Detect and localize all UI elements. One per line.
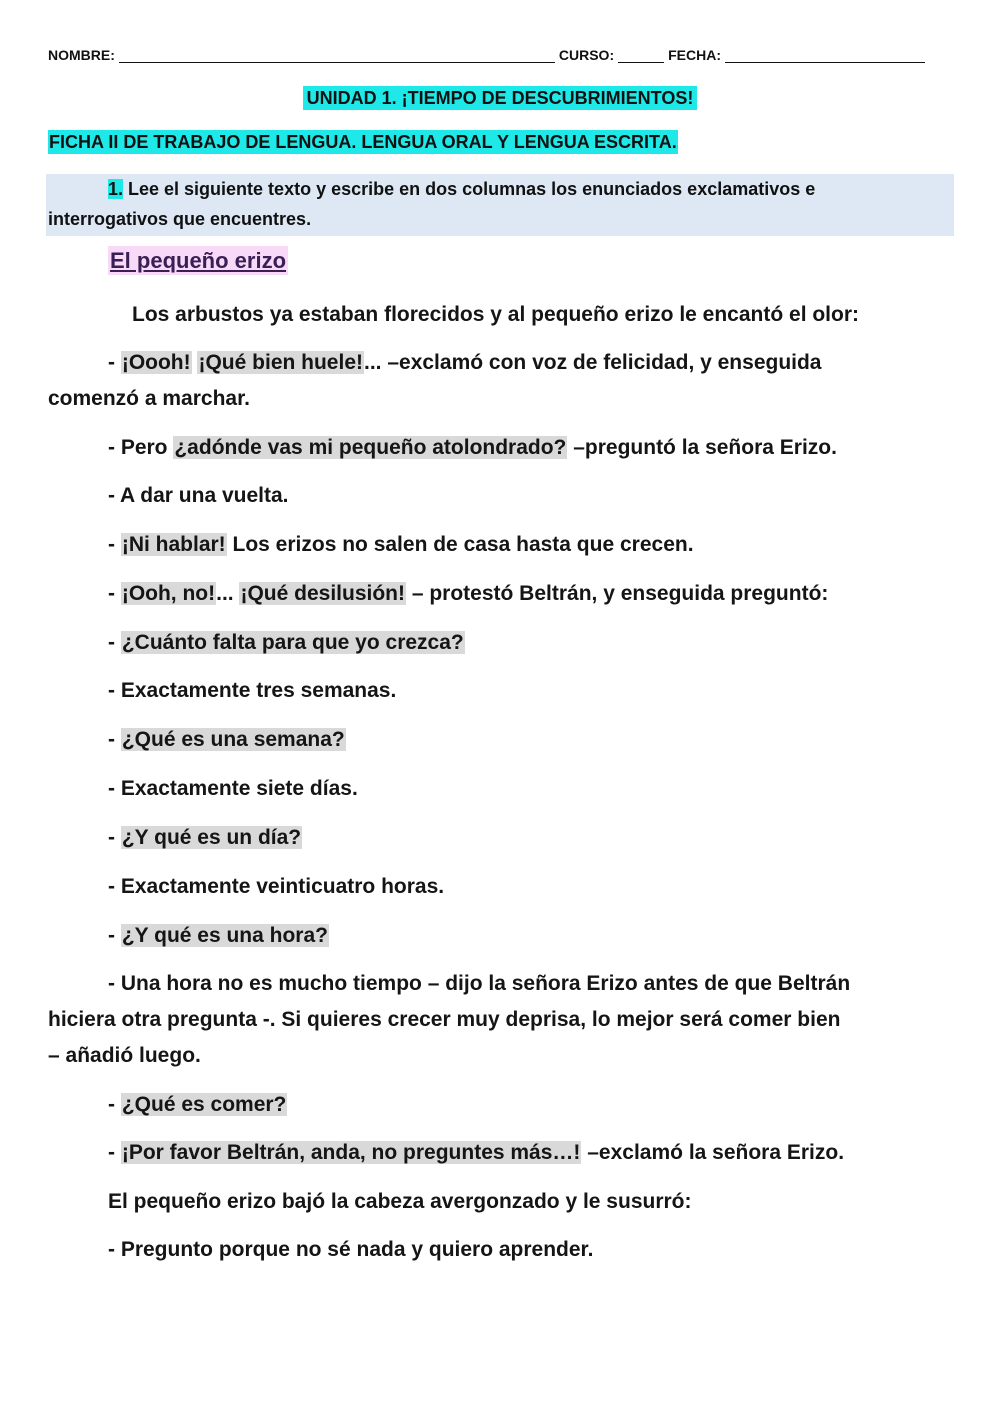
interrogative-highlight: ¿adónde vas mi pequeño atolondrado?: [174, 436, 567, 459]
interrogative-highlight: ¿Y qué es una hora?: [121, 924, 328, 947]
story-paragraph-8: - ¿Qué es una semana?: [108, 728, 345, 751]
instruction-text-line1: Lee el siguiente texto y escribe en dos columnas los enunciados exclamativos e: [123, 179, 816, 199]
interrogative-highlight: ¿Y qué es un día?: [121, 826, 302, 849]
interrogative-highlight: ¿Qué es comer?: [121, 1093, 287, 1116]
unit-title: UNIDAD 1. ¡TIEMPO DE DESCUBRIMIENTOS!: [0, 88, 1000, 109]
exclamative-highlight: ¡Ooh, no!: [121, 582, 216, 605]
story-paragraph-14: - ¿Qué es comer?: [108, 1093, 287, 1116]
instruction-text-line2: interrogativos que encuentres.: [48, 209, 312, 229]
story-paragraph-6: - ¿Cuánto falta para que yo crezca?: [108, 631, 464, 654]
nombre-label: NOMBRE:: [48, 47, 115, 63]
exclamative-highlight: ¡Oooh!: [121, 351, 191, 374]
story-paragraph-15: - ¡Por favor Beltrán, anda, no preguntes más…! –exclamó la señora Erizo.: [108, 1141, 845, 1164]
exclamative-highlight: ¡Por favor Beltrán, anda, no preguntes más…!: [121, 1141, 581, 1164]
story-paragraph-1: - ¡Oooh! ¡Qué bien huele!... –exclamó con voz de felicidad, y enseguida comenzó a marchar.: [48, 351, 822, 410]
exercise-number: 1.: [108, 179, 124, 199]
story-paragraph-4: - ¡Ni hablar! Los erizos no salen de casa hasta que crecen.: [108, 533, 694, 556]
interrogative-highlight: ¿Cuánto falta para que yo crezca?: [121, 631, 464, 654]
story-paragraph-5: - ¡Ooh, no!... ¡Qué desilusión! – protestó Beltrán, y enseguida preguntó:: [108, 582, 829, 605]
story-paragraph-10: - ¿Y qué es un día?: [108, 826, 302, 849]
student-info-line: [48, 47, 948, 63]
interrogative-highlight: ¿Qué es una semana?: [121, 728, 345, 751]
story-title: El pequeño erizo: [110, 248, 287, 273]
story-paragraph-2: - Pero ¿adónde vas mi pequeño atolondrado? –preguntó la señora Erizo.: [108, 436, 837, 459]
story-paragraph-12: - ¿Y qué es una hora?: [108, 924, 328, 947]
exclamative-highlight: ¡Ni hablar!: [121, 533, 226, 556]
story-paragraph-11: - Exactamente veinticuatro horas.: [108, 875, 445, 898]
story-paragraph-9: - Exactamente siete días.: [108, 777, 358, 800]
curso-label: CURSO:: [558, 47, 615, 63]
exclamative-highlight: ¡Qué desilusión!: [240, 582, 405, 605]
fecha-field[interactable]: [725, 48, 925, 63]
exercise-instruction: [46, 174, 954, 236]
story-paragraph-3: - A dar una vuelta.: [108, 484, 289, 507]
story-paragraph-7: - Exactamente tres semanas.: [108, 679, 397, 702]
curso-field[interactable]: [618, 48, 664, 63]
story-paragraph-17: - Pregunto porque no sé nada y quiero aprender.: [108, 1238, 594, 1261]
fecha-label: FECHA:: [668, 47, 722, 63]
exclamative-highlight: ¡Qué bien huele!: [198, 351, 363, 374]
story-paragraph-16: El pequeño erizo bajó la cabeza avergonzado y le susurró:: [108, 1190, 692, 1213]
sheet-title: FICHA II DE TRABAJO DE LENGUA. LENGUA ORAL Y LENGUA ESCRITA.: [49, 132, 677, 152]
story-paragraph-13: - Una hora no es mucho tiempo – dijo la señora Erizo antes de que Beltrán hiciera otra pregunta -. Si quieres crecer muy deprisa, lo mejor será comer bien – añadió luego.: [48, 972, 851, 1067]
story-intro: Los arbustos ya estaban florecidos y al pequeño erizo le encantó el olor:: [132, 303, 860, 326]
nombre-field[interactable]: [119, 48, 555, 63]
